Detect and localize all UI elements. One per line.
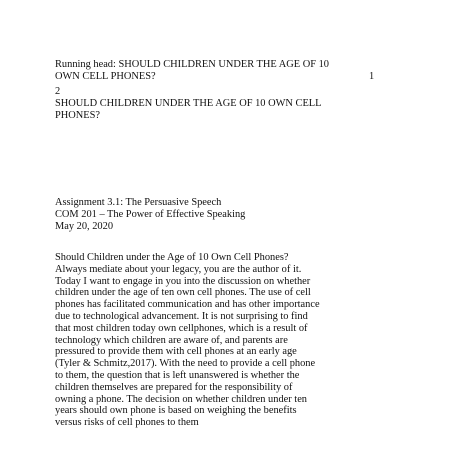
page-two-title-line-2: PHONES? xyxy=(55,109,101,121)
body-line: children under the age of ten own cell phones. The use of cell xyxy=(55,287,311,299)
page-number: 1 xyxy=(369,70,375,82)
body-line: owning a phone. The decision on whether children under ten xyxy=(55,393,307,405)
body-line: pressured to provide them with cell phones at an early age xyxy=(55,346,297,358)
page-two-title-line-1: SHOULD CHILDREN UNDER THE AGE OF 10 OWN CELL xyxy=(55,97,322,109)
body-line: years should own phone is based on weighing the benefits xyxy=(55,405,297,417)
page-two-number: 2 xyxy=(55,86,61,97)
body-line: Today I want to engage in you into the discussion on whether xyxy=(55,275,311,287)
body-line: children themselves are prepared for the responsibility of xyxy=(55,381,293,393)
running-head-line-2 xyxy=(55,70,375,83)
body-line: Always mediate about your legacy, you are the author of it. xyxy=(55,263,302,275)
body-line: that most children today own cellphones, which is a result of xyxy=(55,322,308,334)
body-line: phones has facilitated communication and has other importance xyxy=(55,299,320,311)
body-line: due to technological advancement. It is not surprising to find xyxy=(55,310,308,322)
course-name: COM 201 – The Power of Effective Speaking xyxy=(55,208,246,220)
running-head-title-end: OWN CELL PHONES? xyxy=(55,70,156,82)
body-line: technology which children are aware of, and parents are xyxy=(55,334,288,346)
body-line: (Tyler & Schmitz,2017). With the need to provide a cell phone xyxy=(55,358,316,370)
assignment-title: Assignment 3.1: The Persuasive Speech xyxy=(55,197,222,208)
running-head xyxy=(55,59,375,83)
page-two-header xyxy=(55,86,322,121)
assignment-date: May 20, 2020 xyxy=(55,220,114,232)
assignment-info xyxy=(55,197,245,232)
body-line: versus risks of cell phones to them xyxy=(55,417,199,429)
body-line: to them, the question that is left unanswered is whether the xyxy=(55,369,300,381)
speech-body xyxy=(55,252,320,429)
body-line: Should Children under the Age of 10 Own Cell Phones? xyxy=(55,252,289,263)
running-head-line-1: Running head: SHOULD CHILDREN UNDER THE AGE OF 10 xyxy=(55,59,329,70)
